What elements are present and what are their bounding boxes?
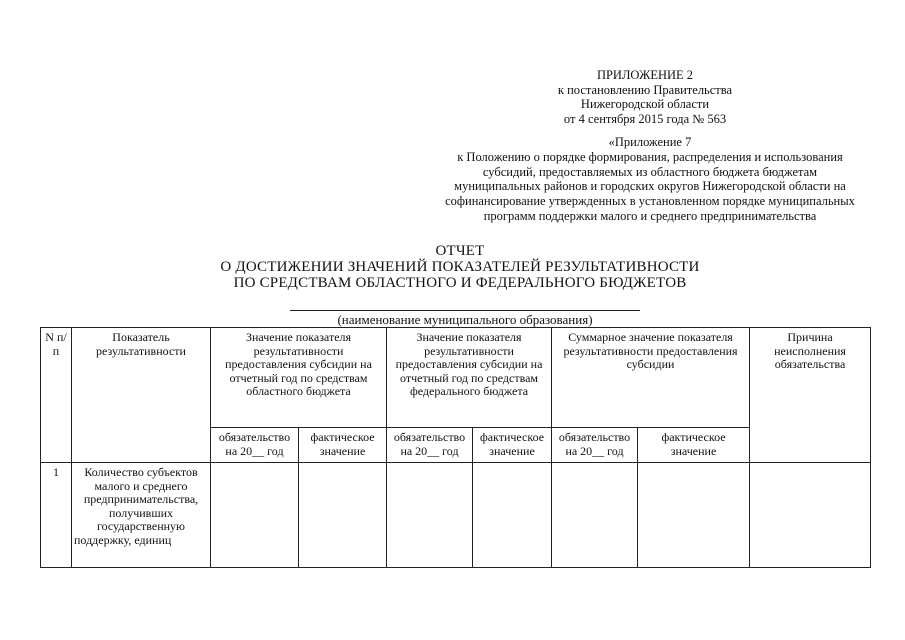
reason-cell xyxy=(750,463,871,568)
appendix-7-line: программ поддержки малого и среднего предпринимательства xyxy=(483,208,817,223)
subheader-actual: фактическое значение xyxy=(473,428,552,463)
header-num: N п/п xyxy=(41,328,72,463)
appendix-2-line: Нижегородской области xyxy=(580,97,710,111)
value-cell xyxy=(299,463,387,568)
appendix-7-line: субсидий, предоставляемых из областного бюджета бюджетам xyxy=(482,164,818,179)
appendix-2-block xyxy=(530,68,760,126)
header-federal: Значение показателя результативности предоставления субсидии на отчетный год по средствам федерального бюджета xyxy=(387,328,552,428)
appendix-7-block xyxy=(420,135,880,224)
appendix-2-line: ПРИЛОЖЕНИЕ 2 xyxy=(596,68,694,82)
value-cell xyxy=(387,463,473,568)
header-reason: Причина неисполнения обязательства xyxy=(750,328,871,463)
value-cell xyxy=(211,463,299,568)
header-indicator: Показатель результативности xyxy=(72,328,211,463)
report-title-line: О ДОСТИЖЕНИИ ЗНАЧЕНИЙ ПОКАЗАТЕЛЕЙ РЕЗУЛЬТАТИВНОСТИ xyxy=(220,259,700,275)
report-title xyxy=(180,243,740,291)
subheader-actual: фактическое значение xyxy=(299,428,387,463)
value-cell xyxy=(638,463,750,568)
header-regional: Значение показателя результативности предоставления субсидии на отчетный год по средствам областного бюджета xyxy=(211,328,387,428)
appendix-2-line: к постановлению Правительства xyxy=(557,82,733,97)
row-num-cell: 1 xyxy=(41,463,72,568)
header-total: Суммарное значение показателя результативности предоставления субсидии xyxy=(552,328,750,428)
subheader-obligation: обязательство на 20__ год xyxy=(211,428,299,463)
subheader-obligation: обязательство на 20__ год xyxy=(552,428,638,463)
report-title-line: ОТЧЕТ xyxy=(435,243,485,259)
table-header-row xyxy=(41,328,871,428)
appendix-7-line: «Приложение 7 xyxy=(608,135,692,149)
appendix-7-line: к Положению о порядке формирования, распределения и использования xyxy=(457,149,843,164)
appendix-2-line: от 4 сентября 2015 года № 563 xyxy=(563,111,727,126)
table-row xyxy=(41,463,871,568)
value-cell xyxy=(473,463,552,568)
subheader-obligation: обязательство на 20__ год xyxy=(387,428,473,463)
value-cell xyxy=(552,463,638,568)
row-indicator-cell: Количество субъектов малого и среднего предпринимательства, получивших государственную поддержку, единиц xyxy=(72,463,211,568)
subheader-actual: фактическое значение xyxy=(638,428,750,463)
municipality-underline xyxy=(290,310,640,311)
appendix-7-line: софинансирование утвержденных в установленном порядке муниципальных xyxy=(445,194,855,209)
appendix-7-line: муниципальных районов и городских округов Нижегородской области на xyxy=(454,179,846,194)
municipality-caption: (наименование муниципального образования) xyxy=(337,312,593,327)
report-table xyxy=(40,327,871,568)
report-title-line: ПО СРЕДСТВАМ ОБЛАСТНОГО И ФЕДЕРАЛЬНОГО БЮДЖЕТОВ xyxy=(233,275,687,291)
